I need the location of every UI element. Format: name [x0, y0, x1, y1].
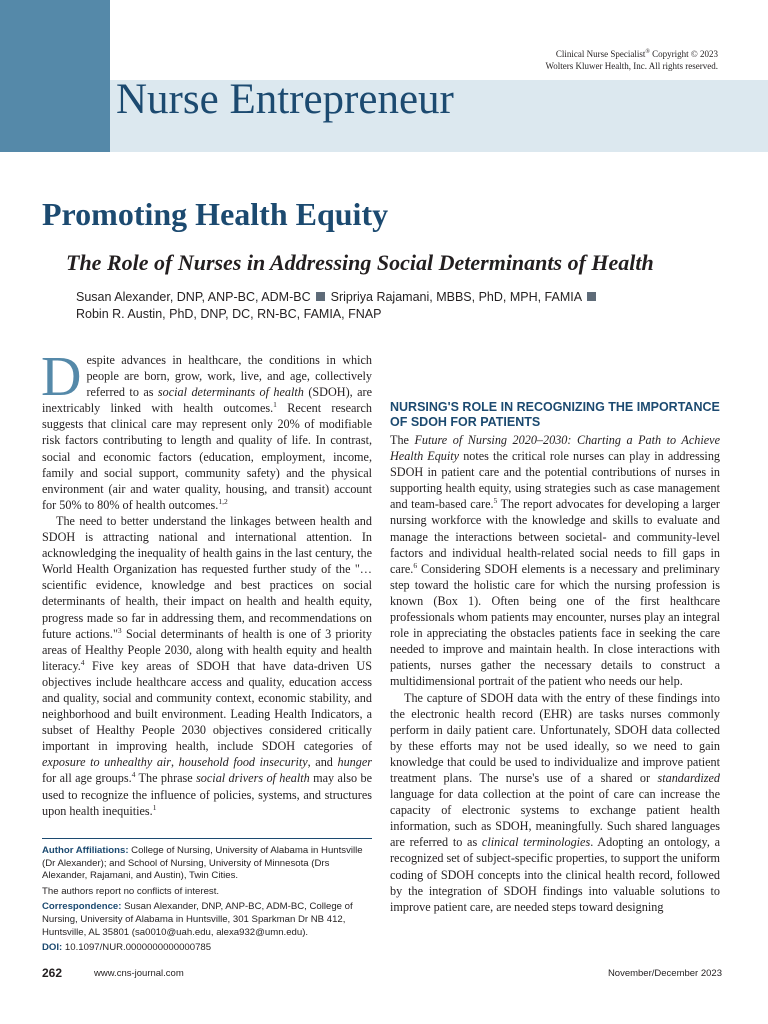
text-run: The capture of SDOH data with the entry of these findings into the electronic health record (EHR) are tasks nurses commonly perform in daily patient care. Unfortunately, SDOH data collected by these efforts may not be used ideally, so we need to gain knowledge that could be used to individualize and improve patient treatment plans. The nurse's use of a shared or	[390, 690, 720, 785]
issue-date: November/December 2023	[607, 968, 722, 979]
correspondence-text: Susan Alexander, DNP, ANP-BC, ADM-BC, College of Nursing, University of Alabama in Huntsville, 301 Sparkman Dr NB 412, Huntsville, AL 35801 (sa0010@uah.edu, alexa932@umn.edu).	[42, 901, 353, 938]
text-run: espite advances in healthcare, the conditions in which people are born, grow, work, live, and age, collectively referred to as	[86, 353, 372, 400]
citation-ref: 4	[131, 770, 136, 780]
body-paragraph	[390, 690, 720, 915]
body-paragraph	[41, 346, 372, 513]
citation-ref: 6	[413, 560, 418, 570]
text-run: The	[390, 433, 415, 447]
text-run: The need to better understand the linkages between health and SDOH is attracting national and international attention. In acknowledging the inequality of health gains in the last century, the World Health Organization has requested further study of the "…scientific evidence, knowledge and best practices on social determinants of health, their impact on health and health equity, progress made so far in addressing them, and recommendations on future actions."	[42, 513, 372, 641]
header-color-block	[0, 0, 110, 152]
text-run: ,	[171, 755, 179, 770]
doi-note	[42, 942, 372, 955]
separator-square-icon	[587, 292, 596, 301]
italic-term: Future of Nursing 2020–2030: Charting a Path to Achieve Health Equity	[390, 433, 720, 464]
body-column-right	[390, 352, 720, 915]
text-run: may also be used to recognize the influence of policies, systems, and structures upon health inequities.	[42, 771, 372, 818]
article-subtitle: The Role of Nurses in Addressing Social Determinants of Health	[66, 250, 654, 275]
citation-ref: 1	[152, 802, 157, 812]
text-run: , and	[307, 755, 338, 770]
body-paragraph	[390, 432, 720, 690]
author-name: Robin R. Austin, PhD, DNP, DC, RN-BC, FAMIA, FNAP	[76, 307, 382, 321]
section-title: Nurse Entrepreneur	[116, 76, 454, 123]
italic-term: standardized	[657, 770, 720, 785]
author-name: Susan Alexander, DNP, ANP-BC, ADM-BC	[76, 290, 311, 304]
registered-mark: ®	[645, 49, 650, 55]
citation-ref: 1	[273, 400, 277, 410]
article-title: Promoting Health Equity	[42, 196, 389, 232]
text-run: The report advocates for developing a larger nursing workforce with the knowledge and skills to evaluate and manage the interactions between societal- and community-level factors and individual health-related social needs to fill gaps in care.	[390, 497, 720, 576]
text-run: The phrase	[135, 771, 197, 786]
affiliation-label: Author Affiliations:	[42, 845, 129, 856]
citation-ref: 4	[80, 657, 85, 667]
citation-ref: 1,2	[218, 496, 228, 506]
text-run: Considering SDOH elements is a necessary and preliminary step toward the holistic care for which the nursing profession is known (Box 1). Often being one of the first healthcare professionals whom patients may encounter, nurses play an integral role in appreciating the obstacles patients face in seeking the care needed to improve and maintain health. In close interactions with patients, nurses gather the necessary details to construct a multidimensional portrait of the patient who needs our help.	[390, 561, 720, 689]
copyright-journal: Clinical Nurse Specialist	[555, 49, 646, 59]
conflict-statement: The authors report no conflicts of interest.	[42, 885, 220, 897]
affiliation-note	[42, 845, 372, 883]
citation-ref: 5	[493, 496, 498, 506]
text-run: Recent research suggests that clinical care may represent only 20% of modifiable risk factors contributing to length and quality of life. In contrast, social and economic factors (education, employment, income, family and social support, community safety) and the physical environment (air and water quality, housing, and transit) account for 50% to 80% of health outcomes.	[42, 401, 372, 512]
author-affiliations	[42, 838, 372, 958]
italic-term: social determinants of health	[157, 385, 304, 400]
separator-square-icon	[316, 292, 325, 301]
doi-label: DOI:	[42, 942, 63, 954]
doi-link[interactable]: 10.1097/NUR.0000000000000785	[62, 942, 212, 954]
copyright-year: Copyright © 2023	[649, 49, 718, 59]
correspondence-note	[42, 901, 372, 939]
author-list	[76, 289, 602, 323]
text-run: for all age groups.	[42, 771, 132, 786]
affiliation-text: College of Nursing, University of Alabama in Huntsville (Dr Alexander); and School of Nursing, University of Minnesota (Drs Alexander, Rajamani, and Austin), Twin Cities.	[42, 845, 363, 882]
author-name: Sripriya Rajamani, MBBS, PhD, MPH, FAMIA	[330, 290, 583, 304]
section-heading: NURSING'S ROLE IN RECOGNIZING THE IMPORTANCE OF SDOH FOR PATIENTS	[390, 400, 720, 429]
italic-term: exposure to unhealthy air	[42, 755, 172, 770]
italic-term: social drivers of health	[196, 771, 310, 786]
text-run: Social determinants of health is one of 3 priority areas of Healthy People 2030, along with health equity and health literacy.	[42, 626, 372, 673]
italic-term: clinical terminologies	[481, 835, 591, 850]
body-paragraph	[42, 513, 372, 819]
drop-cap: D	[41, 346, 82, 408]
text-run: . Adopting an ontology, a recognized set of subject-specific properties, to support the uniform coding of SDOH concepts into the clinical health record, followed by the integration of SDOH findings into valuable solutions to improve patient care, are needed steps toward designing	[390, 835, 720, 914]
text-run: notes the critical role nurses can play in addressing SDOH in patient care and the potential contributions of nurses in supporting health equity, using strategies such as case management and team-based care.	[390, 449, 721, 512]
italic-term: hunger	[337, 755, 372, 770]
body-column-left	[41, 346, 372, 819]
correspondence-label: Correspondence:	[42, 901, 122, 913]
text-run: language for data collection at the point of care can increase the capacity of electronic systems to exchange patient health information, such as SDOH, meaningfully. Such shared languages are referred to as	[390, 787, 720, 850]
text-run: (SDOH), are inextricably linked with health outcomes.	[42, 385, 372, 416]
journal-url-link[interactable]: www.cns-journal.com	[94, 968, 184, 979]
copyright-publisher: Wolters Kluwer Health, Inc. All rights reserved.	[545, 61, 718, 71]
citation-ref: 3	[117, 625, 122, 635]
italic-term: household food insecurity	[178, 755, 308, 770]
copyright-notice	[546, 48, 718, 72]
text-run: Five key areas of SDOH that have data-driven US objectives include healthcare access and quality, education access and quality, social and community context, economic stability, and neighborhood and built environment. Leading Health Indicators, a subset of Healthy People 2030 objectives considered critically important in improving health, include SDOH categories of	[42, 658, 372, 754]
page-number: 262	[42, 966, 63, 980]
